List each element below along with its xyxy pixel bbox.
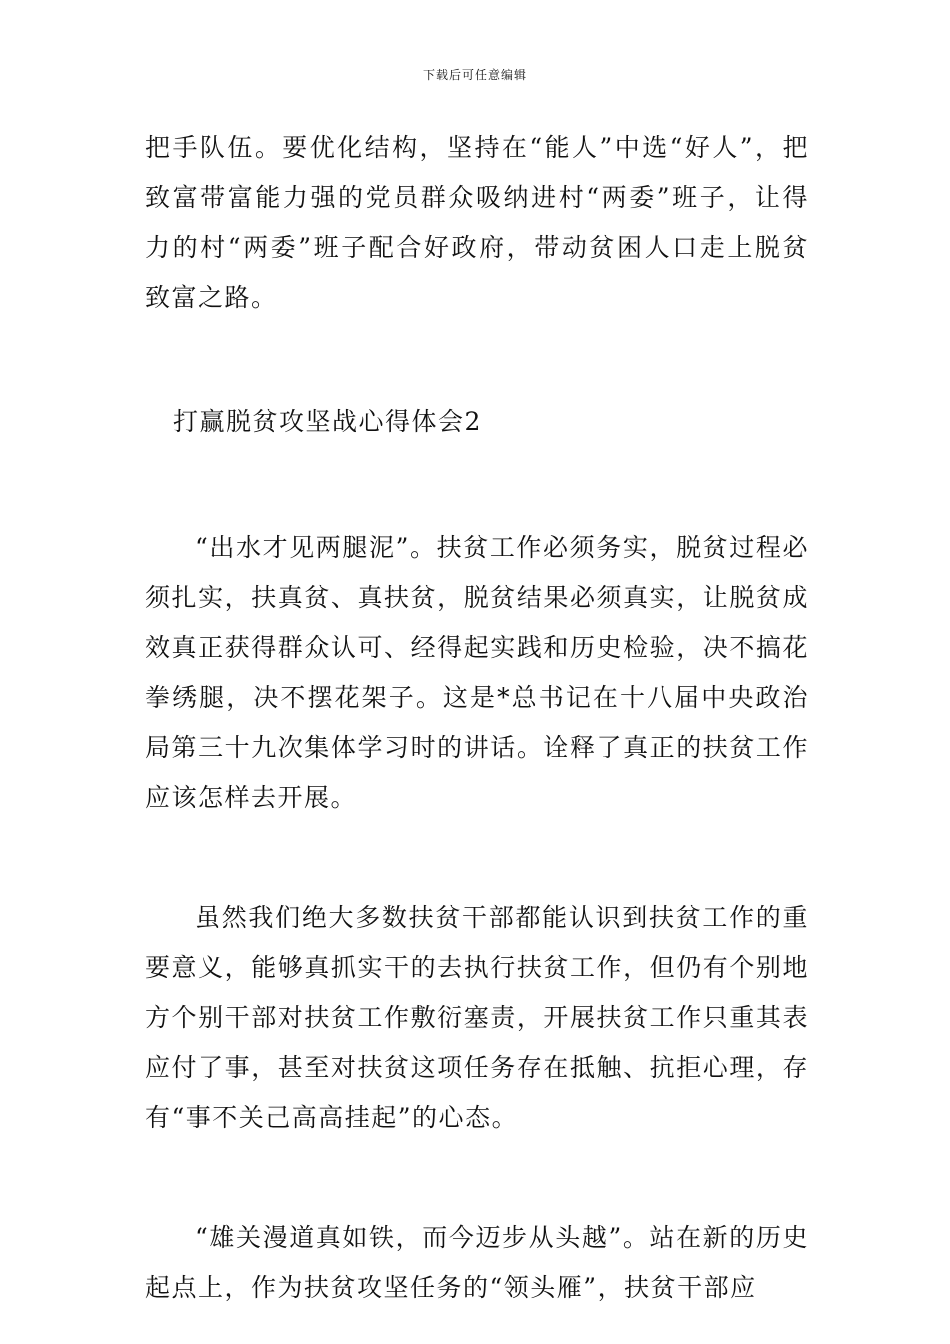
paragraph-3: “雄关漫道真如铁，而今迈步从头越”。站在新的历史起点上，作为扶贫攻坚任务的“领头雁”，扶贫干部应 (145, 1223, 809, 1302)
paragraph-spacer (145, 473, 809, 523)
paragraph-spacer (145, 447, 809, 473)
paragraph-2: 虽然我们绝大多数扶贫干部都能认识到扶贫工作的重要意义，能够真抓实干的去执行扶贫工作，但仍有个别地方个别干部对扶贫工作敷衍塞责，开展扶贫工作只重其表应付了事，甚至对扶贫这项任务存在抵触、抗拒心理，存有“事不关己高高挂起”的心态。 (145, 903, 809, 1132)
section-heading: 打赢脱贫攻坚战心得体会2 (173, 407, 482, 436)
paragraph-continuation: 把手队伍。要优化结构，坚持在“能人”中选“好人”，把致富带富能力强的党员群众吸纳进村“两委”班子，让得力的村“两委”班子配合好政府，带动贫困人口走上脱贫致富之路。 (145, 133, 809, 312)
paragraph-spacer (145, 323, 809, 373)
document-body (145, 123, 809, 1313)
paragraph-spacer (145, 823, 809, 893)
paragraph-1: “出水才见两腿泥”。扶贫工作必须务实，脱贫过程必须扎实，扶真贫、真扶贫，脱贫结果必须真实，让脱贫成效真正获得群众认可、经得起实践和历史检验，决不搞花拳绣腿，决不摆花架子。这是*总书记在十八届中央政治局第三十九次集体学习时的讲话。诠释了真正的扶贫工作应该怎样去开展。 (145, 533, 809, 812)
page-header-note: 下载后可任意编辑 (422, 68, 527, 82)
paragraph-spacer (145, 1143, 809, 1213)
